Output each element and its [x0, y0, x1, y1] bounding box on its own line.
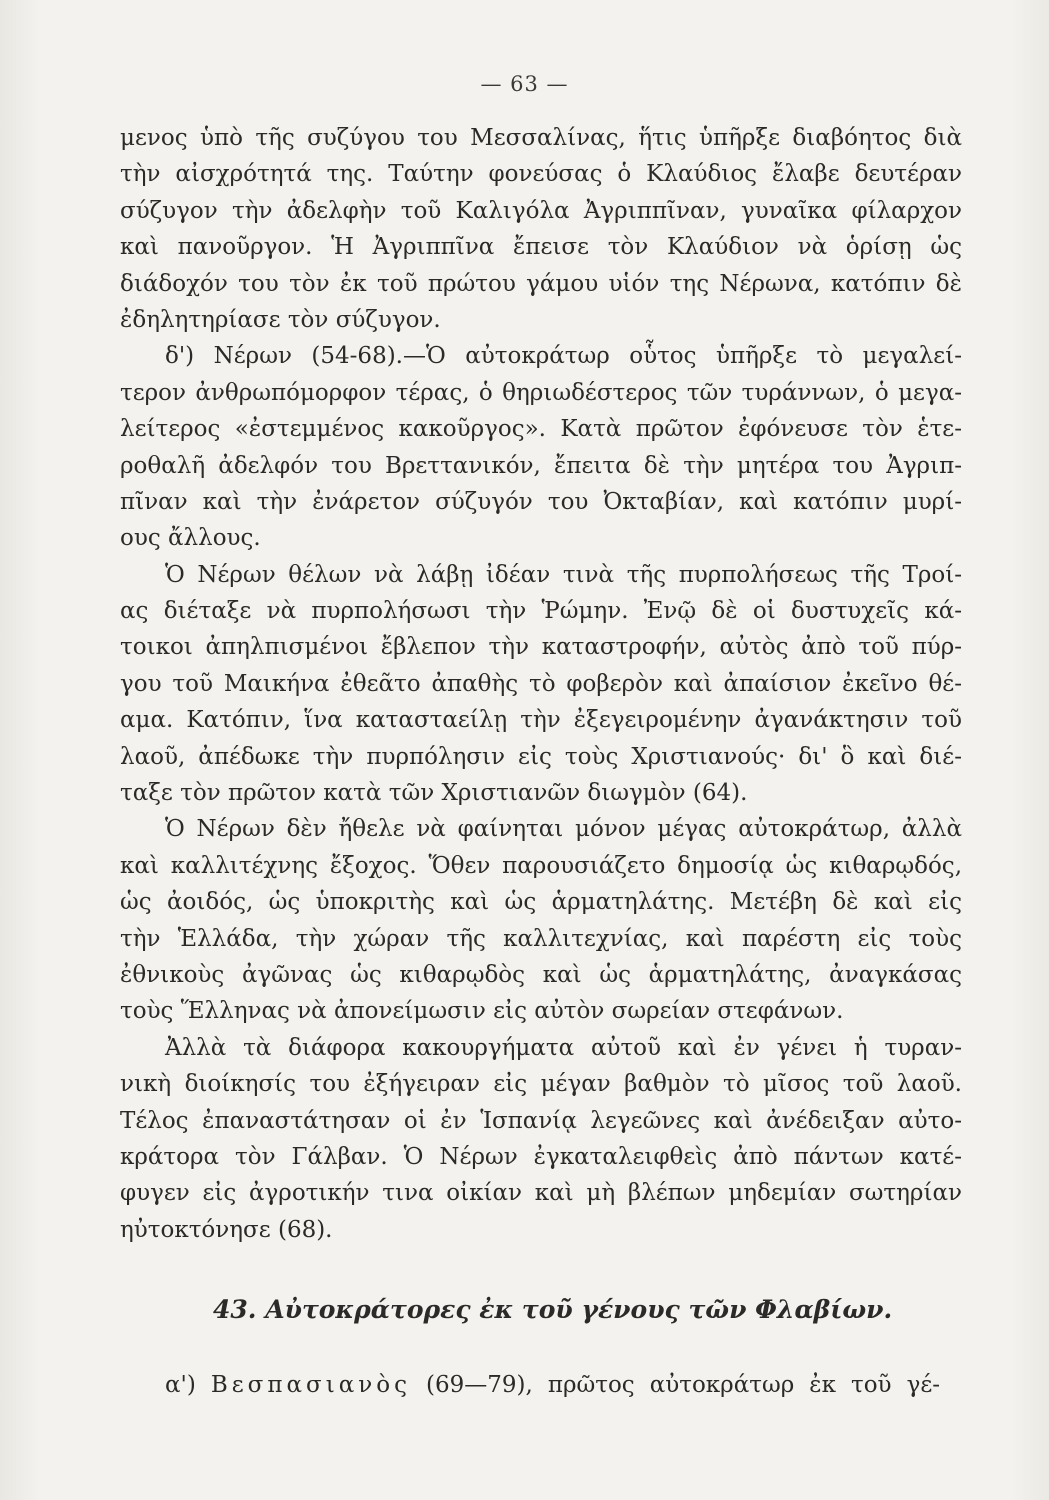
text-line: καὶ καλλιτέχνης ἔξοχος. Ὅθεν παρουσιάζετο δημοσίᾳ ὡς κιθαρῳδός,	[120, 852, 962, 879]
section-heading: 43. Αὐτοκράτορες ἐκ τοῦ γένους τῶν Φλαβίων.	[213, 1295, 893, 1324]
emperor-name: Βεσπασιανὸς	[210, 1372, 411, 1398]
text-line: ταξε τὸν πρῶτον κατὰ τῶν Χριστιανῶν διωγμὸν (64).	[120, 780, 748, 807]
text-line: νικὴ διοίκησίς του ἐξήγειραν εἰς μέγαν βαθμὸν τὸ μῖσος τοῦ λαοῦ.	[120, 1071, 962, 1098]
text-line: Ἀλλὰ τὰ διάφορα κακουργήματα αὐτοῦ καὶ ἐν γένει ἡ τυραν-	[165, 1034, 962, 1061]
text-line: αμα. Κατόπιν, ἵνα κατασταείλῃ τὴν ἐξεγειρομένην ἀγανάκτησιν τοῦ	[120, 707, 962, 734]
text-line: ἐθνικοὺς ἀγῶνας ὡς κιθαρῳδὸς καὶ ὡς ἁρματηλάτης, ἀναγκάσας	[120, 961, 962, 988]
text-line: τὴν αἰσχρότητά της. Ταύτην φονεύσας ὁ Κλαύδιος ἔλαβε δευτέραν	[120, 161, 962, 188]
text-line: ἐδηλητηρίασε τὸν σύζυγον.	[120, 306, 441, 333]
text-line: σύζυγον τὴν ἀδελφὴν τοῦ Καλιγόλα Ἀγριππῖναν, γυναῖκα φίλαρχον	[120, 197, 962, 224]
text-line: Ὁ Νέρων θέλων νὰ λάβῃ ἰδέαν τινὰ τῆς πυρπολήσεως τῆς Τροί-	[165, 561, 962, 588]
text-line: Ὁ Νέρων δὲν ἤθελε νὰ φαίνηται μόνον μέγας αὐτοκράτωρ, ἀλλὰ	[165, 816, 962, 843]
text-line: ηὐτοκτόνησε (68).	[120, 1216, 333, 1243]
text-line: δ') Νέρων (54-68).—Ὁ αὐτοκράτωρ οὗτος ὑπῆρξε τὸ μεγαλεί-	[165, 343, 962, 370]
text-line: καὶ πανοῦργον. Ἡ Ἀγριππῖνα ἔπεισε τὸν Κλαύδιον νὰ ὁρίσῃ ὡς	[120, 234, 962, 261]
text-line: Τέλος ἐπαναστάτησαν οἱ ἐν Ἱσπανίᾳ λεγεῶνες καὶ ἀνέδειξαν αὐτο-	[120, 1107, 962, 1134]
text-line: πῖναν καὶ τὴν ἐνάρετον σύζυγόν του Ὀκταβίαν, καὶ κατόπιν μυρί-	[120, 488, 962, 515]
body-text	[120, 120, 962, 1248]
text-line: λείτερος «ἐστεμμένος κακοῦργος». Κατὰ πρῶτον ἐφόνευσε τὸν ἑτε-	[120, 416, 962, 443]
text-line: τοὺς Ἕλληνας νὰ ἀπονείμωσιν εἰς αὐτὸν σωρείαν στεφάνων.	[120, 998, 844, 1025]
text-line: τὴν Ἑλλάδα, τὴν χώραν τῆς καλλιτεχνίας, καὶ παρέστη εἰς τοὺς	[120, 925, 962, 952]
text-line: ας διέταξε νὰ πυρπολήσωσι τὴν Ῥώμην. Ἐνῷ δὲ οἱ δυστυχεῖς κά-	[120, 598, 962, 625]
text-line: κράτορα τὸν Γάλβαν. Ὁ Νέρων ἐγκαταλειφθεὶς ἀπὸ πάντων κατέ-	[120, 1143, 962, 1170]
text-line: τερον ἀνθρωπόμορφον τέρας, ὁ θηριωδέστερος τῶν τυράννων, ὁ μεγα-	[120, 379, 962, 406]
text-line: γου τοῦ Μαικήνα ἐθεᾶτο ἀπαθὴς τὸ φοβερὸν καὶ ἀπαίσιον ἐκεῖνο θέ-	[120, 670, 962, 697]
page-number: — 63 —	[480, 72, 569, 96]
text-line: μενος ὑπὸ τῆς συζύγου του Μεσσαλίνας, ἥτις ὑπῆρξε διαβόητος διὰ	[120, 125, 962, 151]
text-line: ὡς ἀοιδός, ὡς ὑποκριτὴς καὶ ὡς ἁρματηλάτης. Μετέβη δὲ καὶ εἰς	[120, 889, 962, 916]
text-line: φυγεν εἰς ἀγροτικήν τινα οἰκίαν καὶ μὴ βλέπων μηδεμίαν σωτηρίαν	[120, 1180, 962, 1207]
final-text-line	[165, 1367, 940, 1403]
text-line: διάδοχόν του τὸν ἐκ τοῦ πρώτου γάμου υἱόν της Νέρωνα, κατόπιν δὲ	[120, 270, 962, 297]
text-line: τοικοι ἀπηλπισμένοι ἔβλεπον τὴν καταστροφήν, αὐτὸς ἀπὸ τοῦ πύρ-	[120, 634, 962, 661]
text-line: λαοῦ, ἀπέδωκε τὴν πυρπόλησιν εἰς τοὺς Χριστιανούς· δι' ὃ καὶ διέ-	[120, 743, 962, 770]
text-line: ροθαλῆ ἀδελφόν του Βρεττανικόν, ἔπειτα δὲ τὴν μητέρα του Ἀγριπ-	[120, 452, 962, 479]
text-line: ους ἄλλους.	[120, 525, 261, 552]
list-marker: α')	[165, 1372, 196, 1398]
final-line-rest: (69—79), πρῶτος αὐτοκράτωρ ἐκ τοῦ γέ-	[426, 1372, 940, 1398]
